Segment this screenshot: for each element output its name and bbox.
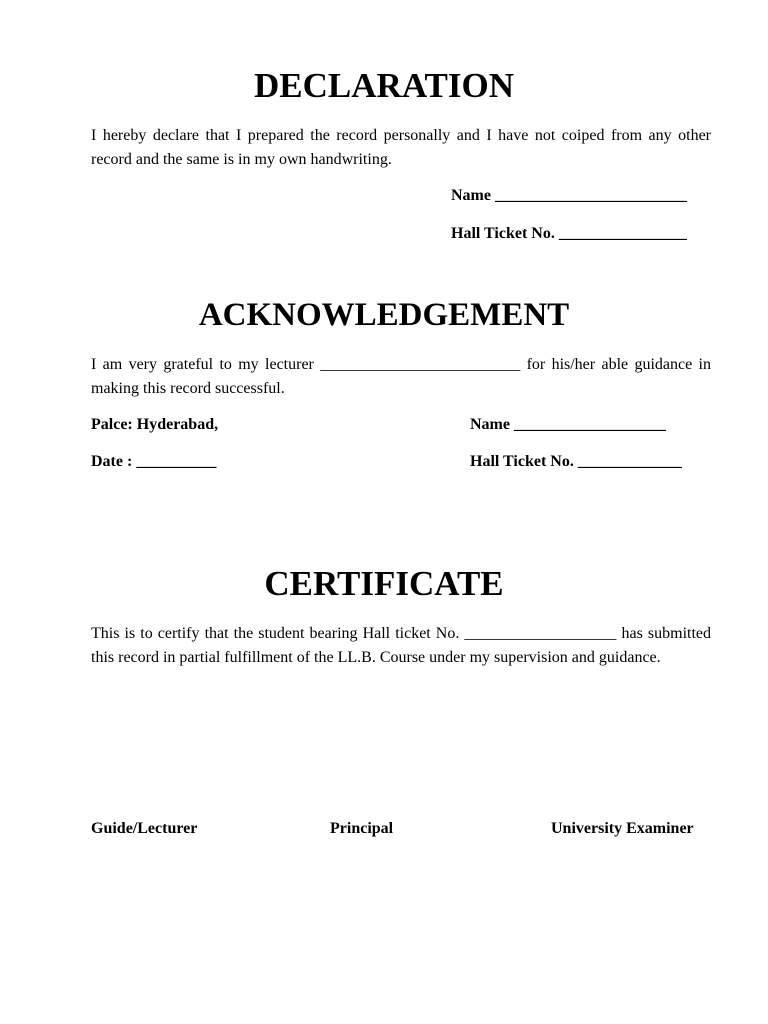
certificate-title: CERTIFICATE: [264, 564, 504, 603]
signature-principal: Principal: [330, 820, 394, 837]
declaration-name-field: Name ________________________: [451, 187, 687, 204]
acknowledgement-text: I am very grateful to my lecturer _________________________ for his/her able guidance in making this record successful.: [91, 356, 711, 397]
signature-university-examiner: University Examiner: [551, 820, 694, 837]
acknowledgement-hall-ticket-field: Hall Ticket No. _____________: [470, 453, 682, 470]
declaration-title: DECLARATION: [254, 66, 514, 105]
signature-guide-lecturer: Guide/Lecturer: [91, 820, 198, 837]
declaration-hall-ticket-field: Hall Ticket No. ________________: [451, 225, 687, 242]
acknowledgement-place-field: Palce: Hyderabad,: [91, 416, 219, 433]
declaration-text: I hereby declare that I prepared the record personally and I have not coiped from any other record and the same is in my own handwriting.: [91, 127, 711, 168]
acknowledgement-title: ACKNOWLEDGEMENT: [198, 297, 570, 333]
acknowledgement-name-field: Name ___________________: [470, 416, 666, 433]
acknowledgement-date-field: Date : __________: [91, 453, 217, 470]
certificate-text: This is to certify that the student bearing Hall ticket No. ___________________ has submitted this record in partial fulfillment of the LL.B. Course under my supervision and guidance.: [91, 625, 711, 666]
